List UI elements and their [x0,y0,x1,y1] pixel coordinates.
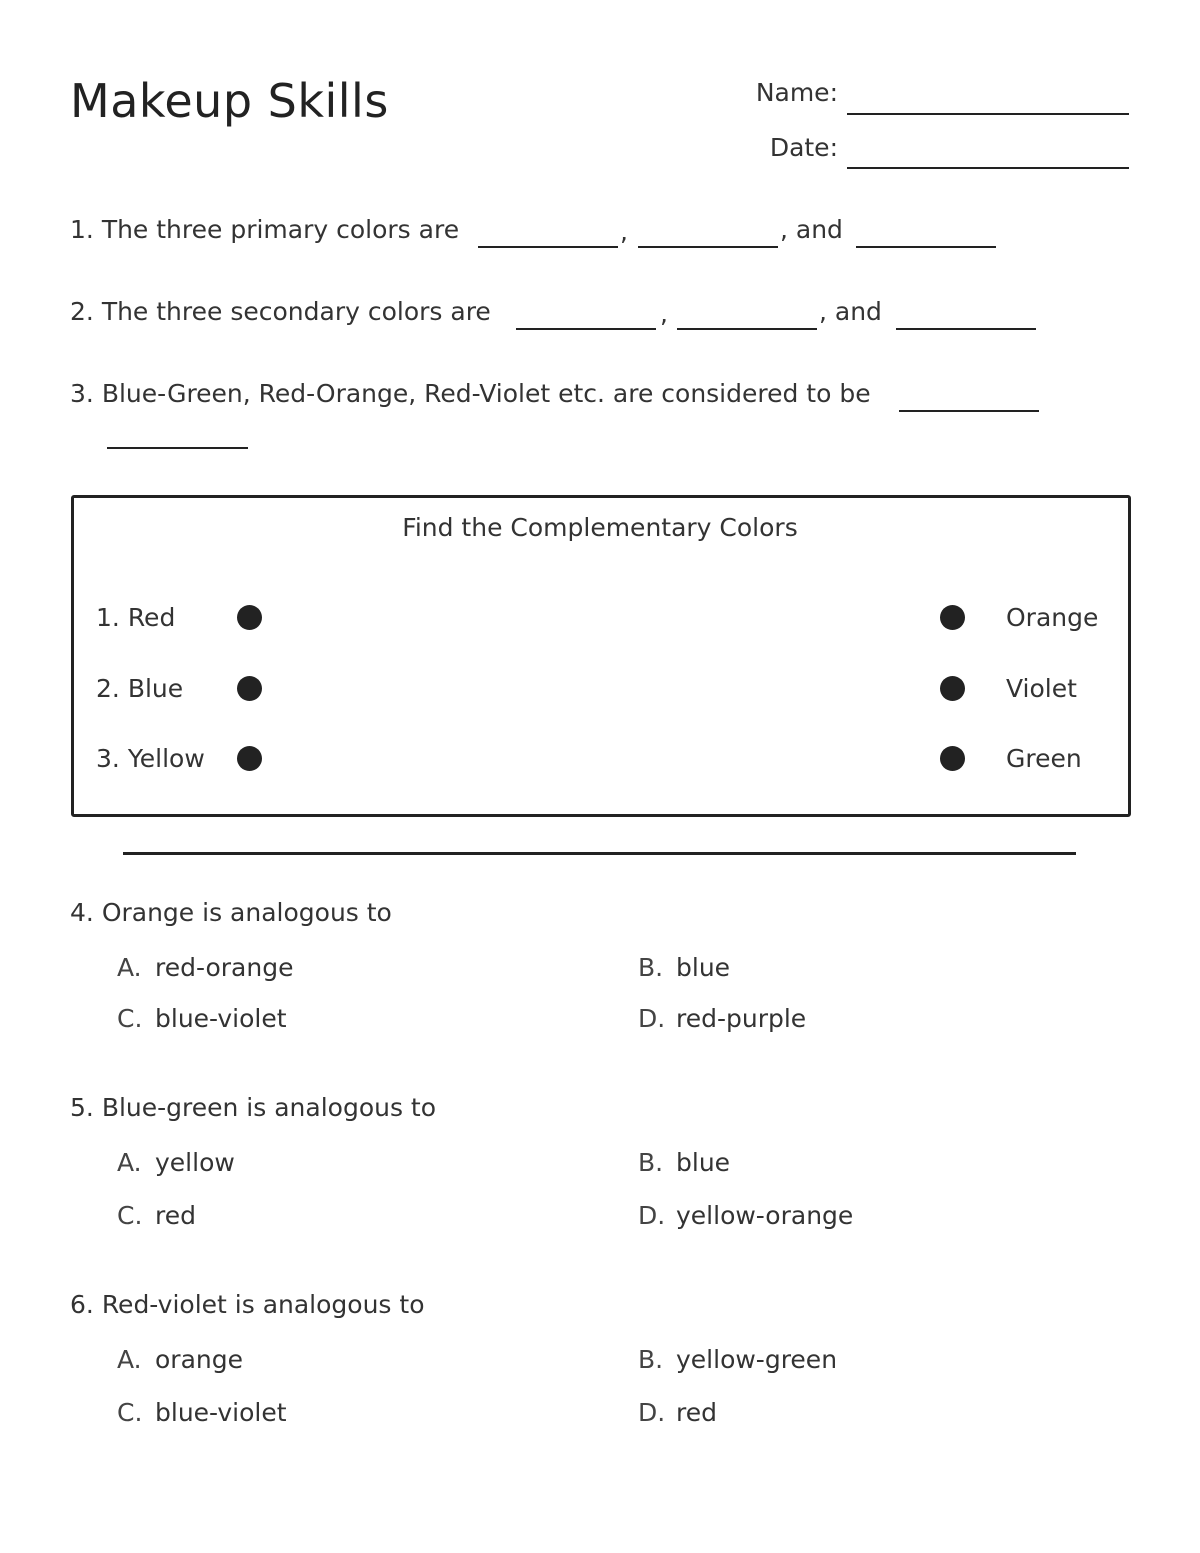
answer-blank[interactable] [638,246,778,248]
item-label: Blue [127,674,184,703]
page-title: Makeup Skills [70,74,389,128]
option-letter: B. [638,1345,664,1374]
option-letter: D. [638,1004,666,1033]
option-d[interactable] [638,1398,717,1427]
option-text: red [676,1398,717,1427]
match-right-item: Violet [1006,674,1077,703]
option-a[interactable] [117,1148,235,1177]
name-field[interactable] [847,113,1129,115]
option-d[interactable] [638,1201,853,1230]
option-text: yellow-green [676,1345,838,1374]
name-label: Name: [755,78,838,107]
match-dot-right[interactable] [940,746,965,771]
item-label: Yellow [127,744,205,773]
option-letter: C. [117,1004,143,1033]
question-1 [70,215,459,244]
option-b[interactable] [638,953,730,982]
item-number: 1. [96,603,120,632]
option-c[interactable] [117,1004,287,1033]
question-2 [70,297,491,326]
option-text: yellow [155,1148,235,1177]
option-c[interactable] [117,1398,287,1427]
answer-blank[interactable] [516,328,656,330]
option-b[interactable] [638,1148,730,1177]
option-text: blue [676,1148,731,1177]
match-left-item [96,674,183,703]
comma: , [660,299,668,328]
match-right-item: Orange [1006,603,1099,632]
match-left-item [96,603,175,632]
match-left-item [96,744,205,773]
option-a[interactable] [117,1345,243,1374]
option-a[interactable] [117,953,293,982]
option-letter: B. [638,953,664,982]
option-letter: D. [638,1201,666,1230]
question-4 [70,898,392,927]
option-letter: B. [638,1148,664,1177]
section-divider [123,852,1076,855]
date-label: Date: [769,133,838,162]
question-6 [70,1290,425,1319]
option-letter: C. [117,1201,143,1230]
option-text: red-purple [676,1004,807,1033]
question-text: Red-violet is analogous to [101,1290,425,1319]
answer-blank[interactable] [856,246,996,248]
answer-blank[interactable] [899,410,1039,412]
item-number: 3. [96,744,120,773]
option-text: red-orange [155,953,294,982]
option-letter: A. [117,1345,142,1374]
match-dot-left[interactable] [237,676,262,701]
match-dot-left[interactable] [237,746,262,771]
option-text: yellow-orange [676,1201,854,1230]
option-letter: A. [117,953,142,982]
option-text: red [155,1201,196,1230]
option-text: blue [676,953,731,982]
and-text: , and [780,215,843,244]
option-c[interactable] [117,1201,196,1230]
date-field[interactable] [847,167,1129,169]
matching-title: Find the Complementary Colors [402,513,798,542]
option-text: blue-violet [155,1004,287,1033]
question-5 [70,1093,436,1122]
option-d[interactable] [638,1004,806,1033]
question-number: 3. [70,379,94,408]
option-b[interactable] [638,1345,837,1374]
question-text: Orange is analogous to [101,898,392,927]
answer-blank[interactable] [107,447,248,449]
item-number: 2. [96,674,120,703]
option-letter: A. [117,1148,142,1177]
question-number: 1. [70,215,94,244]
answer-blank[interactable] [677,328,817,330]
matching-box [71,495,1131,817]
question-text: The three primary colors are [101,215,460,244]
question-number: 2. [70,297,94,326]
question-3 [70,379,871,408]
match-dot-right[interactable] [940,676,965,701]
question-text: Blue-green is analogous to [101,1093,437,1122]
option-letter: C. [117,1398,143,1427]
question-number: 6. [70,1290,94,1319]
match-dot-right[interactable] [940,605,965,630]
option-text: orange [155,1345,243,1374]
question-text: Blue-Green, Red-Orange, Red-Violet etc. are considered to be [101,379,871,408]
option-text: blue-violet [155,1398,287,1427]
item-label: Red [127,603,176,632]
question-text: The three secondary colors are [101,297,491,326]
match-right-item: Green [1006,744,1082,773]
option-letter: D. [638,1398,666,1427]
question-number: 5. [70,1093,94,1122]
answer-blank[interactable] [896,328,1036,330]
comma: , [620,217,628,246]
question-number: 4. [70,898,94,927]
match-dot-left[interactable] [237,605,262,630]
and-text: , and [819,297,882,326]
answer-blank[interactable] [478,246,618,248]
